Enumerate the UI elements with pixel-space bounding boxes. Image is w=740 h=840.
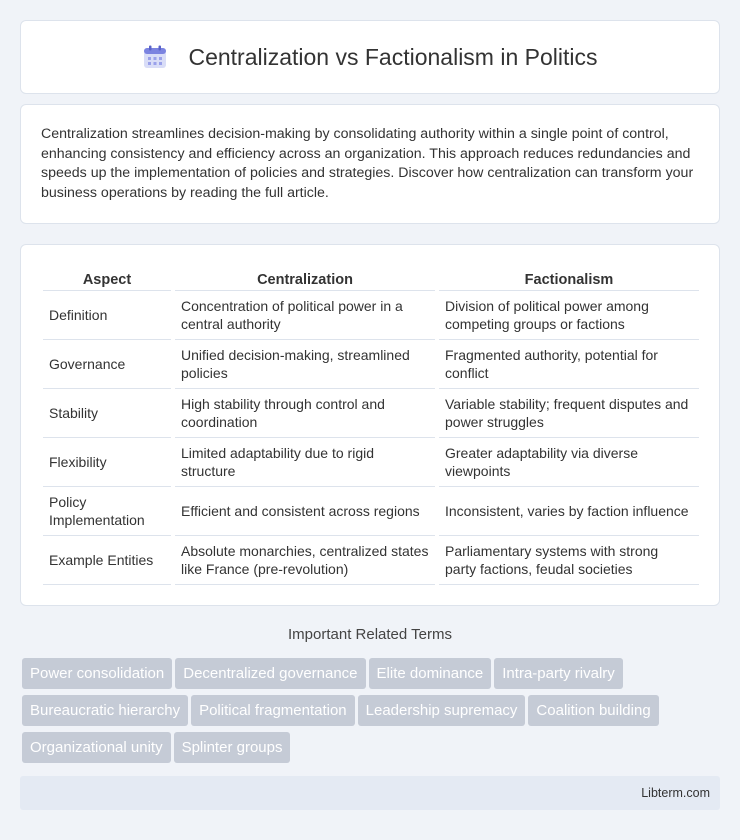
related-term-tag[interactable]: Elite dominance xyxy=(369,658,492,689)
row-aspect: Policy Implementation xyxy=(43,487,171,536)
row-centralization: High stability through control and coordination xyxy=(175,389,435,438)
related-terms-title: Important Related Terms xyxy=(288,626,452,643)
related-term-tag[interactable]: Organizational unity xyxy=(22,732,171,763)
row-centralization: Unified decision-making, streamlined policies xyxy=(175,340,435,389)
table-row xyxy=(43,389,699,438)
related-term-tag[interactable]: Bureaucratic hierarchy xyxy=(22,695,188,726)
row-aspect: Example Entities xyxy=(43,536,171,585)
row-aspect: Definition xyxy=(43,291,171,340)
table-row xyxy=(43,438,699,487)
related-term-tag[interactable]: Leadership supremacy xyxy=(358,695,526,726)
comparison-card xyxy=(20,244,720,606)
page-title: Centralization vs Factionalism in Politics xyxy=(188,43,598,70)
table-header-row xyxy=(43,265,699,291)
row-centralization: Absolute monarchies, centralized states like France (pre-revolution) xyxy=(175,536,435,585)
row-aspect: Flexibility xyxy=(43,438,171,487)
row-centralization: Efficient and consistent across regions xyxy=(175,487,435,536)
intro-text: Centralization streamlines decision-making by consolidating authority within a single point of control, enhancing consistency and efficiency across an organization. This approach reduces redundancies and speeds up the implementation of policies and strategies. Discover how centralization can transform your business operations by reading the full article. xyxy=(41,126,694,201)
header-centralization: Centralization xyxy=(175,265,435,291)
calendar-icon xyxy=(142,44,168,70)
row-aspect: Stability xyxy=(43,389,171,438)
related-terms-list xyxy=(22,658,722,769)
header-aspect: Aspect xyxy=(43,265,171,291)
comparison-table xyxy=(39,265,703,585)
row-factionalism: Division of political power among competing groups or factions xyxy=(439,291,699,340)
row-factionalism: Inconsistent, varies by faction influence xyxy=(439,487,699,536)
related-term-tag[interactable]: Political fragmentation xyxy=(191,695,355,726)
related-term-tag[interactable]: Coalition building xyxy=(528,695,658,726)
header-factionalism: Factionalism xyxy=(439,265,699,291)
related-term-tag[interactable]: Decentralized governance xyxy=(175,658,365,689)
footer xyxy=(20,776,720,810)
table-row xyxy=(43,536,699,585)
row-centralization: Concentration of political power in a central authority xyxy=(175,291,435,340)
related-term-tag[interactable]: Splinter groups xyxy=(174,732,291,763)
row-factionalism: Greater adaptability via diverse viewpoints xyxy=(439,438,699,487)
related-term-tag[interactable]: Intra-party rivalry xyxy=(494,658,623,689)
footer-site-link[interactable]: Libterm.com xyxy=(641,786,710,800)
table-row xyxy=(43,340,699,389)
intro-card xyxy=(20,104,720,224)
header-card xyxy=(20,20,720,94)
related-term-tag[interactable]: Power consolidation xyxy=(22,658,172,689)
table-row xyxy=(43,291,699,340)
row-aspect: Governance xyxy=(43,340,171,389)
table-row xyxy=(43,487,699,536)
row-factionalism: Variable stability; frequent disputes and power struggles xyxy=(439,389,699,438)
row-factionalism: Parliamentary systems with strong party factions, feudal societies xyxy=(439,536,699,585)
row-factionalism: Fragmented authority, potential for conflict xyxy=(439,340,699,389)
row-centralization: Limited adaptability due to rigid structure xyxy=(175,438,435,487)
